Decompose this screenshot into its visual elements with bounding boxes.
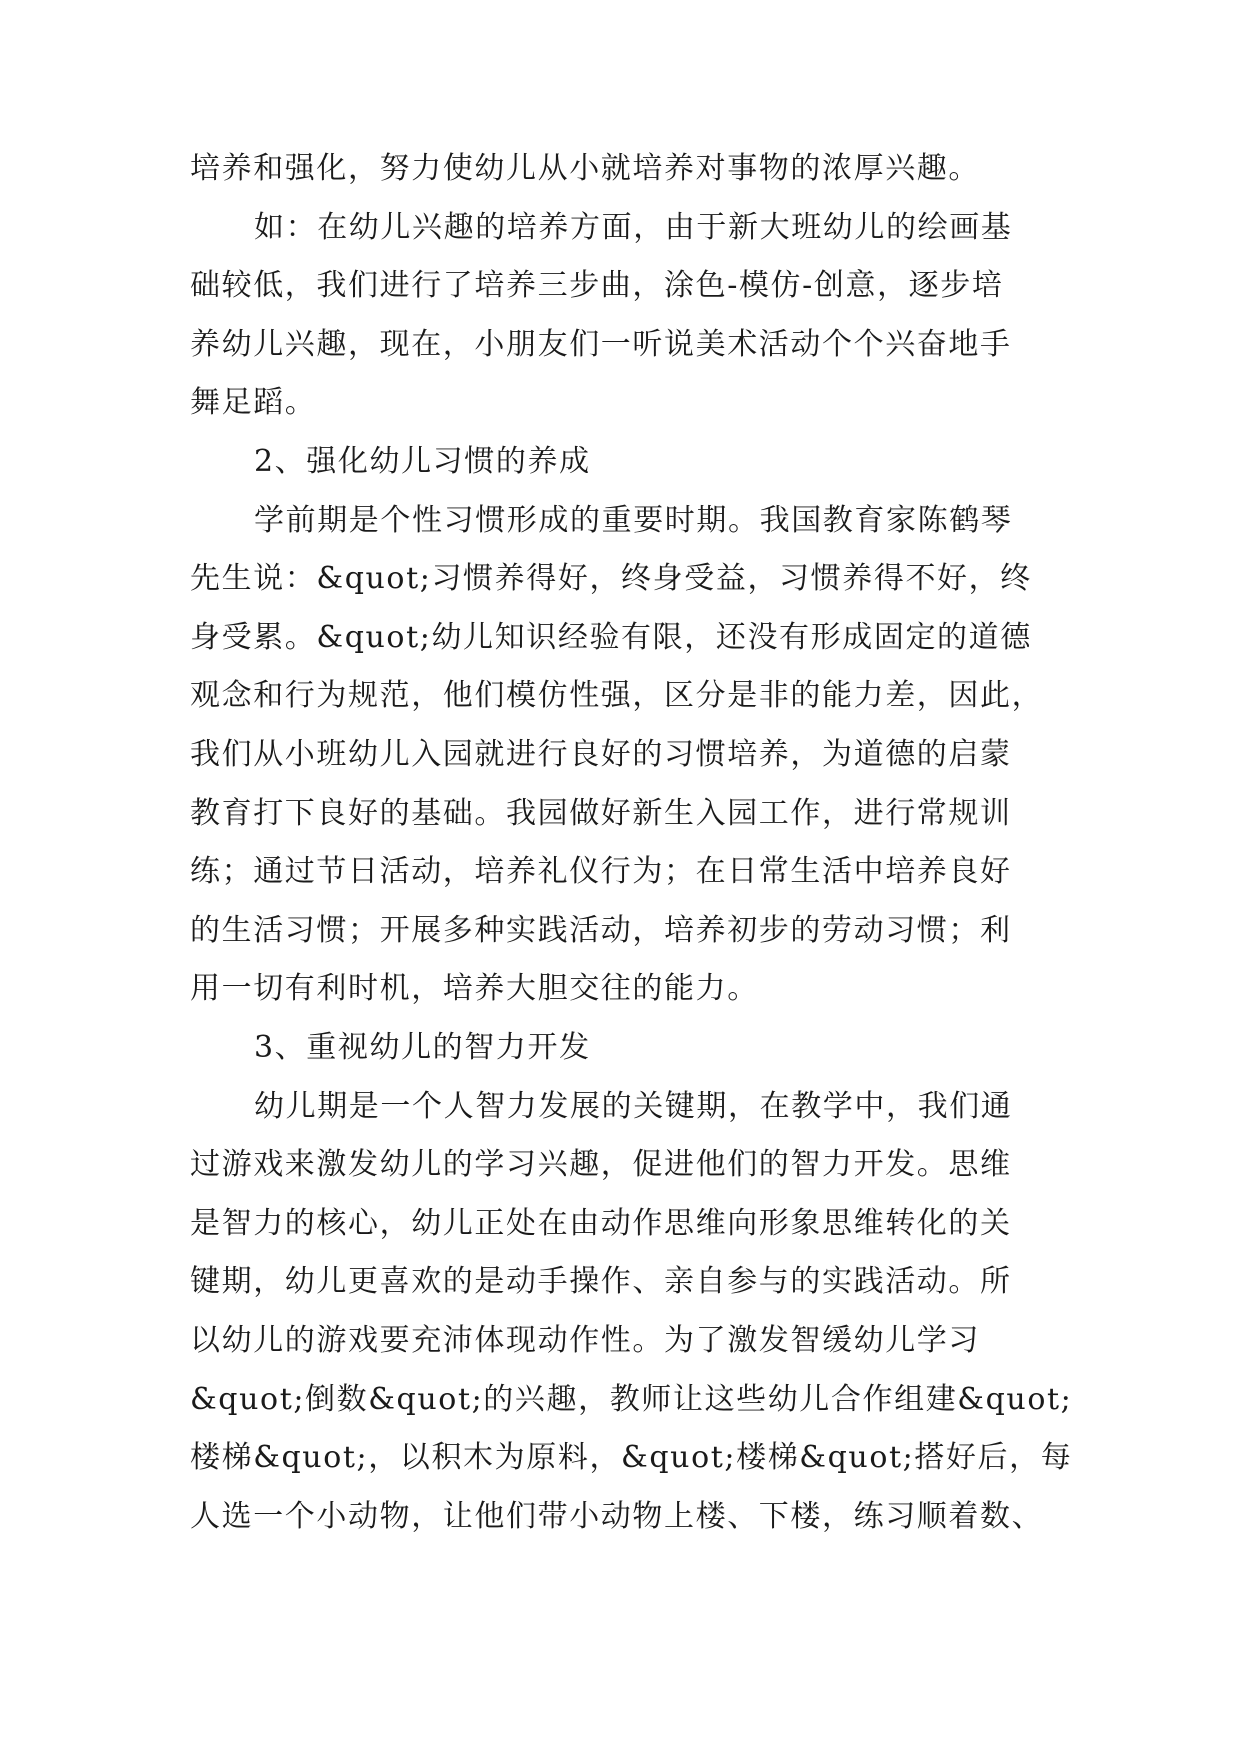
text-line: 养幼儿兴趣，现在，小朋友们一听说美术活动个个兴奋地手 — [190, 326, 1012, 362]
text-line: 培养和强化，努力使幼儿从小就培养对事物的浓厚兴趣。 — [190, 151, 980, 186]
text-line: 如：在幼儿兴趣的培养方面，由于新大班幼儿的绘画基 — [254, 209, 1013, 245]
text-line: 键期，幼儿更喜欢的是动手操作、亲自参与的实践活动。所 — [190, 1264, 1012, 1300]
text-line: 幼儿期是一个人智力发展的关键期，在教学中，我们通 — [254, 1088, 1013, 1124]
text-line: &quot;倒数&quot;的兴趣，教师让这些幼儿合作组建&quot; — [190, 1381, 1073, 1417]
text-line: 我们从小班幼儿入园就进行良好的习惯培养，为道德的启蒙 — [190, 737, 1012, 772]
text-line: 用一切有利时机，培养大胆交往的能力。 — [190, 971, 759, 1007]
text-line: 人选一个小动物，让他们带小动物上楼、下楼，练习顺着数、 — [190, 1498, 1044, 1534]
text-line: 身受累。&quot;幼儿知识经验有限，还没有形成固定的道德 — [190, 619, 1032, 655]
text-line: 过游戏来激发幼儿的学习兴趣，促进他们的智力开发。思维 — [190, 1147, 1012, 1183]
text-line: 练；通过节日活动，培养礼仪行为；在日常生活中培养良好 — [190, 854, 1012, 890]
text-line: 楼梯&quot;，以积木为原料，&quot;楼梯&quot;搭好后，每 — [190, 1440, 1073, 1476]
text-line: 学前期是个性习惯形成的重要时期。我国教育家陈鹤琴 — [254, 502, 1013, 538]
text-line: 础较低，我们进行了培养三步曲，涂色-模仿-创意，逐步培 — [190, 268, 1004, 304]
text-line: 以幼儿的游戏要充沛体现动作性。为了激发智缓幼儿学习 — [190, 1323, 980, 1358]
text-line: 的生活习惯；开展多种实践活动，培养初步的劳动习惯；利 — [190, 912, 1012, 948]
text-line: 先生说：&quot;习惯养得好，终身受益，习惯养得不好，终 — [190, 561, 1032, 597]
text-line: 是智力的核心，幼儿正处在由动作思维向形象思维转化的关 — [190, 1205, 1012, 1241]
text-line: 观念和行为规范，他们模仿性强，区分是非的能力差，因此， — [190, 678, 1044, 714]
text-line: 教育打下良好的基础。我园做好新生入园工作，进行常规训 — [190, 795, 1012, 831]
text-line: 2、强化幼儿习惯的养成 — [254, 444, 591, 479]
text-line: 3、重视幼儿的智力开发 — [254, 1030, 591, 1065]
text-line: 舞足蹈。 — [190, 385, 317, 421]
